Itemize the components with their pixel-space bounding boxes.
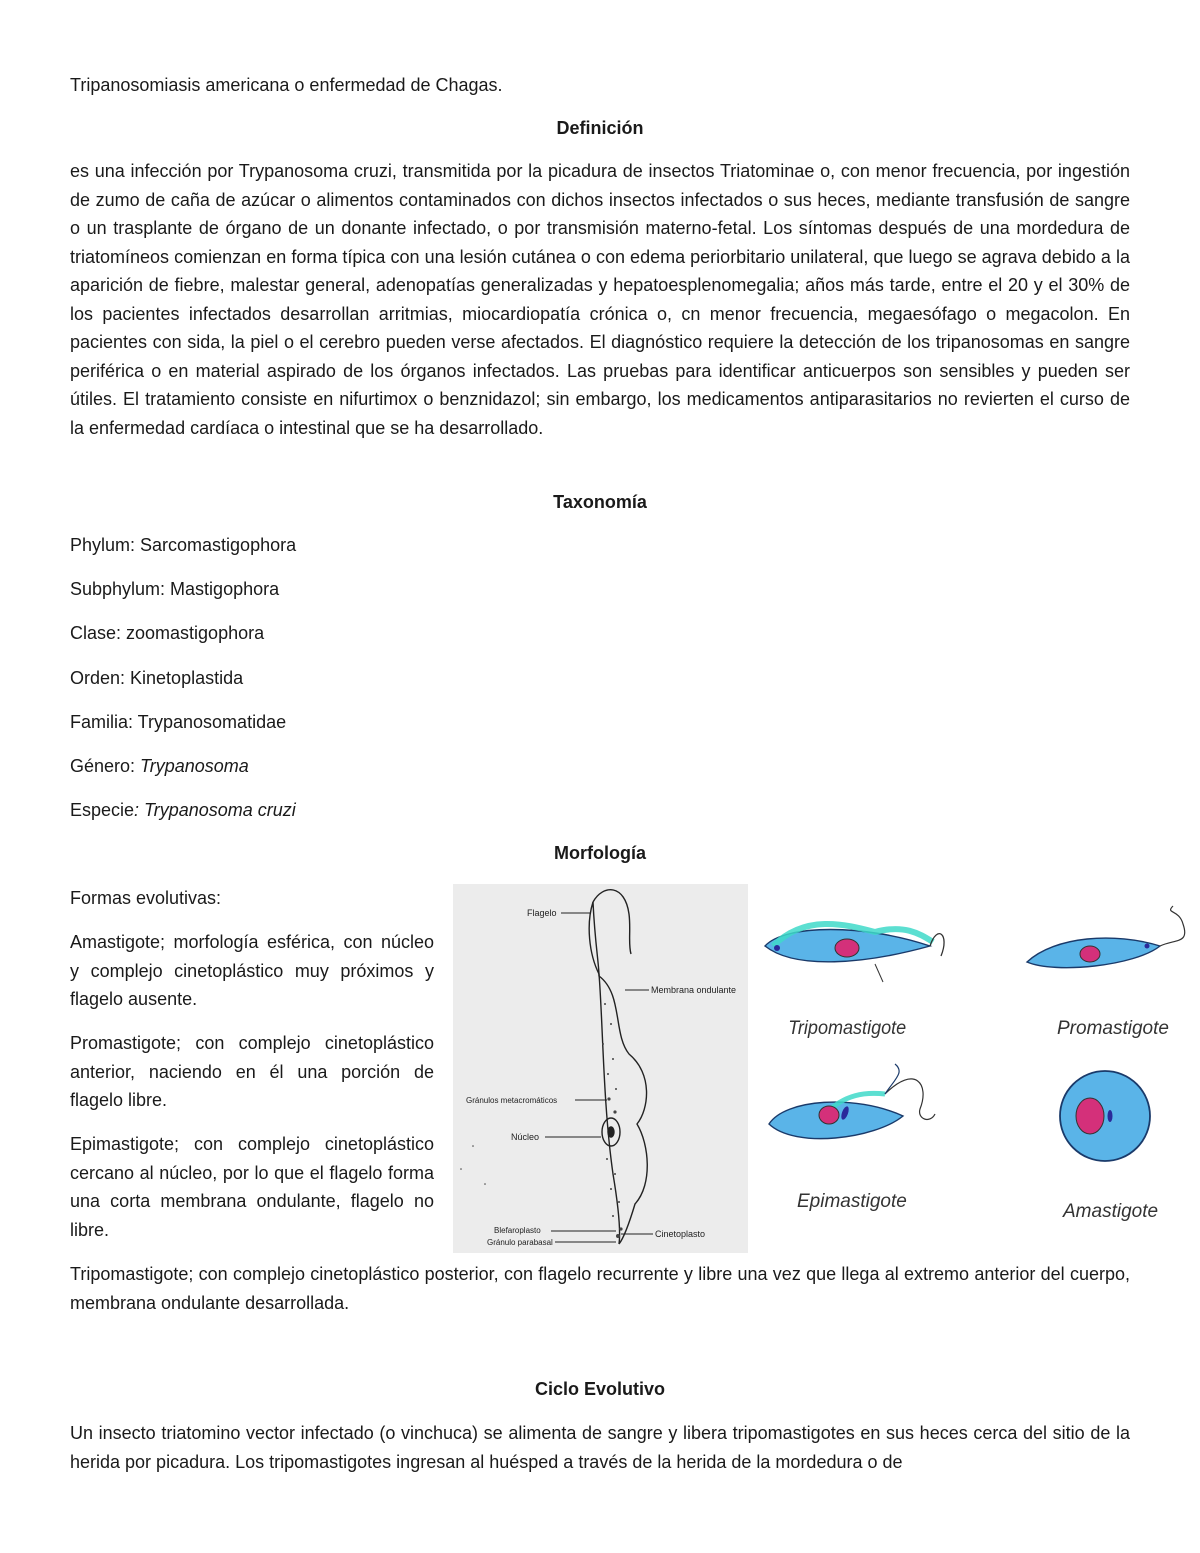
- morf-tripomastigote: Tripomastigote; con complejo cinetoplástico posterior, con flagelo recurrente y libre una vez que llega al extremo anterior del cuerpo, membrana ondulante desarrollada.: [70, 1264, 1130, 1313]
- diagram-undulating-membrane: [593, 902, 647, 1244]
- document-title: Tripanosomiasis americana o enfermedad de Chagas.: [70, 75, 503, 95]
- label-granulo-parabasal: Gránulo parabasal: [487, 1238, 553, 1247]
- tax-genero-label: Género:: [70, 756, 141, 776]
- tax-phylum: Phylum: Sarcomastigophora: [70, 535, 297, 555]
- label-cinetoplasto: Cinetoplasto: [655, 1229, 706, 1239]
- definicion-paragraph: es una infección por Trypanosoma cruzi, transmitida por la picadura de insectos Triatominae o, con menor frecuencia, por ingestión de zumo de caña de azúcar o alimentos contaminados con dichos insectos infectados o sus heces, mediante transfusión de sangre o un trasplante de órgano de un donante infectado, o por transmisión materno-fetal. Los síntomas después de una mordedura de triatomíneos comienzan en forma típica con una lesión cutánea o con edema periorbitario unilateral, que luego se agrava debido a la aparición de fiebre, malestar general, adenopatías generalizadas y hepatoesplenomegalia; años más tarde, entre el 20 y el 30% de los pacientes infectados desarrollan arritmias, miocardiopatía crónica o, cn menor frecuencia, megaesófago o megacolon. En pacientes con sida, la piel o el cerebro pueden verse afectados. El diagnóstico requiere la detección de los tripanosomas en sangre periférica o en material aspirado de los órganos infectados. Las pruebas para identificar anticuerpos son sensibles y pueden ser útiles. El tratamiento consiste en nifurtimox o benznidazol; sin embargo, los medicamentos antiparasitarios no revierten el curso de la enfermedad cardíaca o intestinal que se ha desarrollado.: [70, 161, 1130, 438]
- label-tripomastigote: Tripomastigote: [788, 1016, 907, 1039]
- tax-especie-value: : Trypanosoma cruzi: [134, 800, 296, 820]
- morf-amastigote: Amastigote; morfología esférica, con núcleo y complejo cinetoplástico muy próximos y flagelo ausente.: [70, 932, 434, 1009]
- tax-subphylum: Subphylum: Mastigophora: [70, 579, 280, 599]
- tax-clase: Clase: zoomastigophora: [70, 623, 265, 643]
- evolutionary-forms-figure: [755, 884, 1195, 1254]
- tax-especie: [70, 796, 296, 824]
- tax-genero-value: Trypanosoma: [140, 756, 249, 776]
- morf-intro: Formas evolutivas:: [70, 888, 222, 908]
- label-promastigote: Promastigote: [1057, 1018, 1169, 1039]
- tax-familia: Familia: Trypanosomatidae: [70, 712, 287, 732]
- heading-morfologia: Morfología: [554, 843, 646, 863]
- trypanosome-diagram: [453, 884, 748, 1253]
- label-granulos: Gránulos metacromáticos: [466, 1096, 558, 1105]
- morf-promastigote: Promastigote; con complejo cinetoplástico anterior, naciendo en él una porción de flagelo libre.: [70, 1033, 434, 1110]
- tax-especie-label: Especie: [70, 800, 135, 820]
- evolutionary-forms-svg: [755, 884, 1195, 1254]
- heading-taxonomia: Taxonomía: [553, 492, 647, 512]
- diagram-body-edge: [589, 902, 619, 1244]
- label-epimastigote: Epimastigote: [797, 1191, 907, 1212]
- tax-orden: Orden: Kinetoplastida: [70, 668, 244, 688]
- ciclo-paragraph: Un insecto triatomino vector infectado (o vinchuca) se alimenta de sangre y libera tripomastigotes en sus heces cerca del sitio de la herida por picadura. Los tripomastigotes ingresan al huésped a través de la herida de la mordedura o de: [70, 1423, 1130, 1472]
- diagram-flagellum-tip: [593, 890, 631, 954]
- label-membrana-ondulante: Membrana ondulante: [651, 985, 737, 995]
- trypanosome-diagram-svg: [453, 884, 748, 1253]
- label-nucleo: Núcleo: [511, 1132, 540, 1142]
- label-amastigote: Amastigote: [1063, 1201, 1159, 1222]
- heading-ciclo-evolutivo: Ciclo Evolutivo: [534, 1379, 666, 1399]
- label-blefaroplasto: Blefaroplasto: [494, 1226, 541, 1235]
- heading-definicion: Definición: [556, 118, 644, 138]
- amastigote-illustration: [1060, 1071, 1150, 1161]
- epimastigote-illustration: [769, 1064, 935, 1139]
- tax-genero: [70, 752, 249, 780]
- morf-epimastigote: Epimastigote; con complejo cinetoplástico cercano al núcleo, por lo que el flagelo forma una corta membrana ondulante, flagelo no libre.: [70, 1134, 434, 1240]
- label-flagelo: Flagelo: [527, 908, 557, 918]
- tripomastigote-illustration: [765, 924, 944, 982]
- promastigote-illustration: [1027, 906, 1185, 968]
